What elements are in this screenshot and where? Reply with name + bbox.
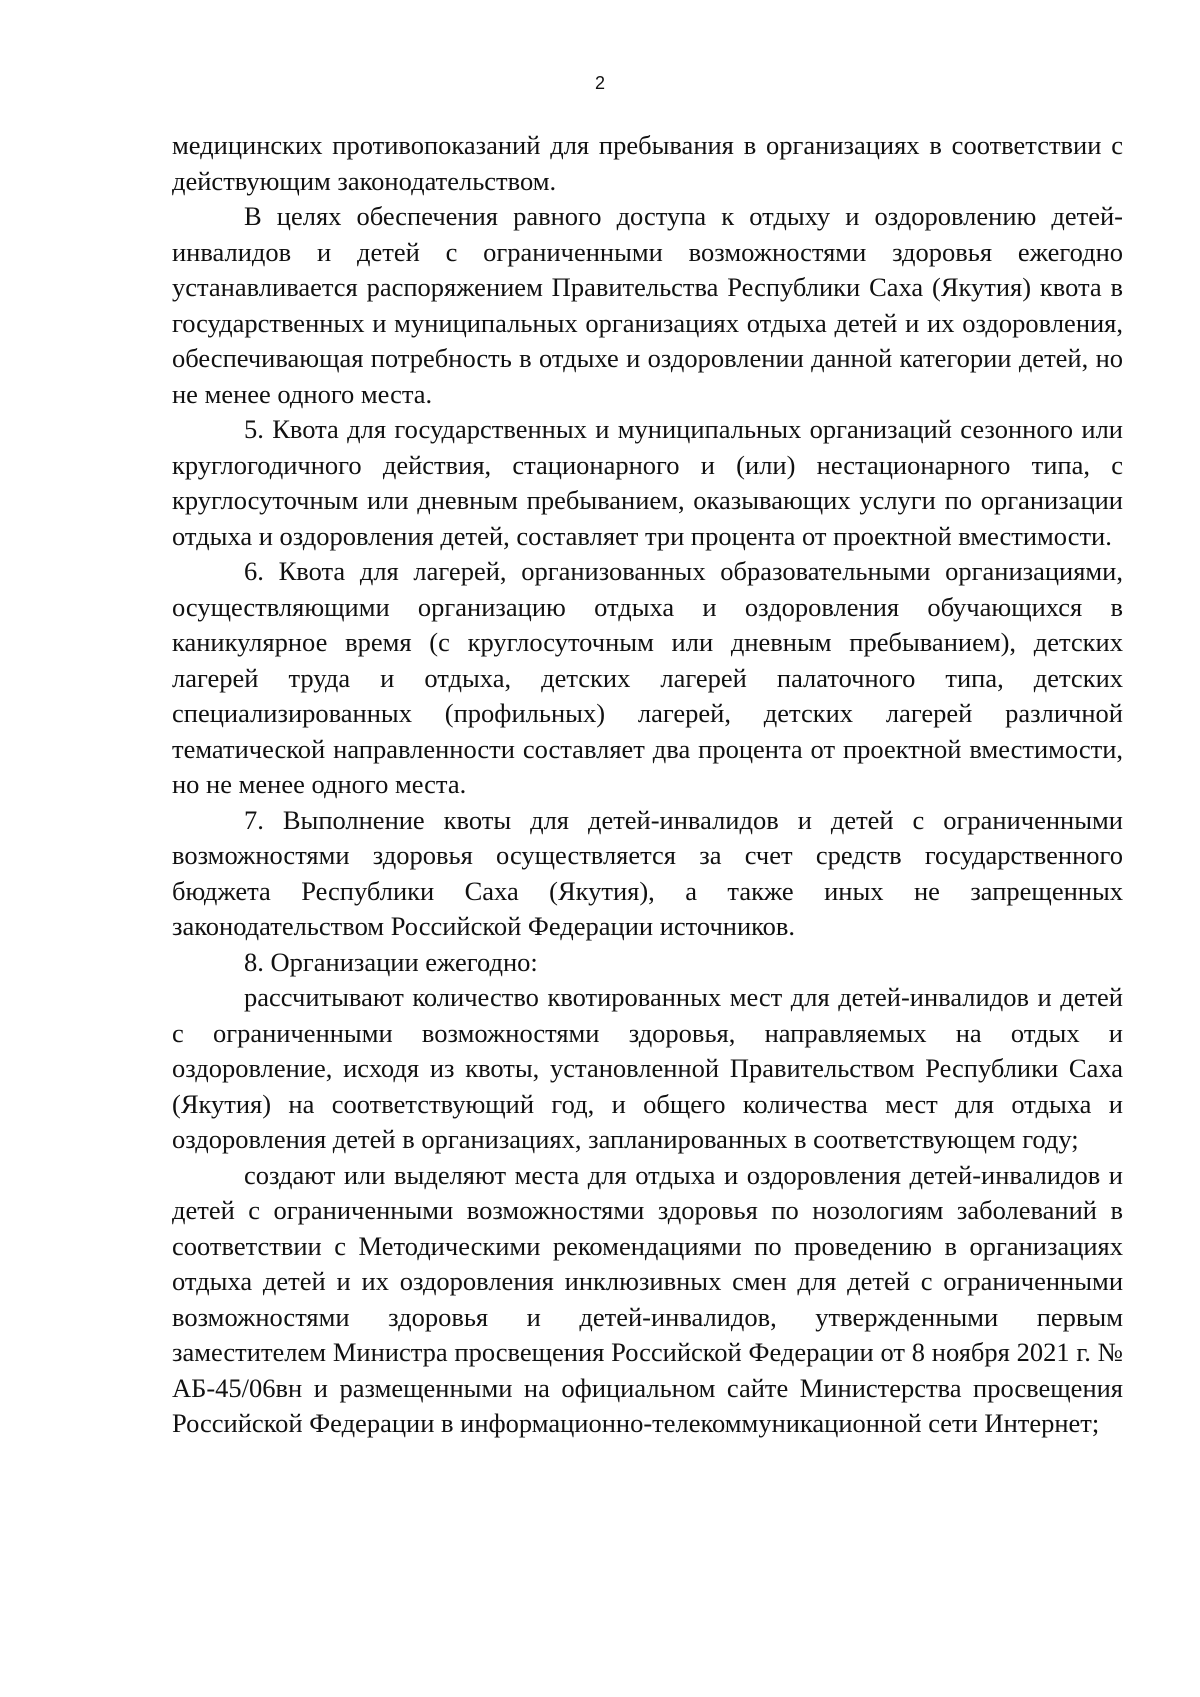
paragraph-quota-purpose: В целях обеспечения равного доступа к отдыху и оздоровлению детей-инвалидов и детей с ограниченными возможностями здоровья ежегодно устанавливается распоряжением Правительства Республики Саха (Якутия) квота в государственных и муниципальных организациях отдыха детей и их оздоровления, обеспечивающая потребность в отдыхе и оздоровлении данной категории детей, но не менее одного места. (172, 201, 1123, 409)
paragraph-item-6: 6. Квота для лагерей, организованных образовательными организациями, осуществляющими организацию отдыха и оздоровления обучающихся в каникулярное время (с круглосуточным или дневным пребыванием), детских лагерей труда и отдыха, детских лагерей палаточного типа, детских специализированных (профильных) лагерей, детских лагерей различной тематической направленности составляет два процента от проектной вместимости, но не менее одного места. (172, 556, 1123, 799)
paragraph-item-5: 5. Квота для государственных и муниципальных организаций сезонного или круглогодичного действия, стационарного и (или) нестационарного типа, с круглосуточным или дневным пребыванием, оказывающих услуги по организации отдыха и оздоровления детей, составляет три процента от проектной вместимости. (172, 414, 1123, 551)
paragraph-item-8-create: создают или выделяют места для отдыха и оздоровления детей-инвалидов и детей с ограниченными возможностями здоровья по нозологиям заболеваний в соответствии с Методическими рекомендациями по проведению в организациях отдыха детей и их оздоровления инклюзивных смен для детей с ограниченными возможностями здоровья и детей-инвалидов, утвержденными первым заместителем Министра просвещения Российской Федерации от 8 ноября 2021 г. № АБ-45/06вн и размещенными на официальном сайте Министерства просвещения Российской Федерации в информационно-телекоммуникационной сети Интернет; (172, 1159, 1123, 1438)
paragraph-item-7: 7. Выполнение квоты для детей-инвалидов и детей с ограниченными возможностями здоровья осуществляется за счет средств государственного бюджета Республики Саха (Якутия), а также иных не запрещенных законодательством Российской Федерации источников. (172, 804, 1123, 941)
paragraph-continuation: медицинских противопоказаний для пребывания в организациях в соответствии с действующим законодательством. (172, 130, 1123, 196)
paragraph-item-8-calculate: рассчитывают количество квотированных мест для детей-инвалидов и детей с ограниченными возможностями здоровья, направляемых на отдых и оздоровление, исходя из квоты, установленной Правительством Республики Саха (Якутия) на соответствующий год, и общего количества мест для отдыха и оздоровления детей в организациях, запланированных в соответствующем году; (172, 982, 1123, 1154)
paragraph-item-8: 8. Организации ежегодно: (244, 946, 538, 977)
document-body (172, 128, 1123, 1442)
page-number: 2 (594, 73, 605, 93)
